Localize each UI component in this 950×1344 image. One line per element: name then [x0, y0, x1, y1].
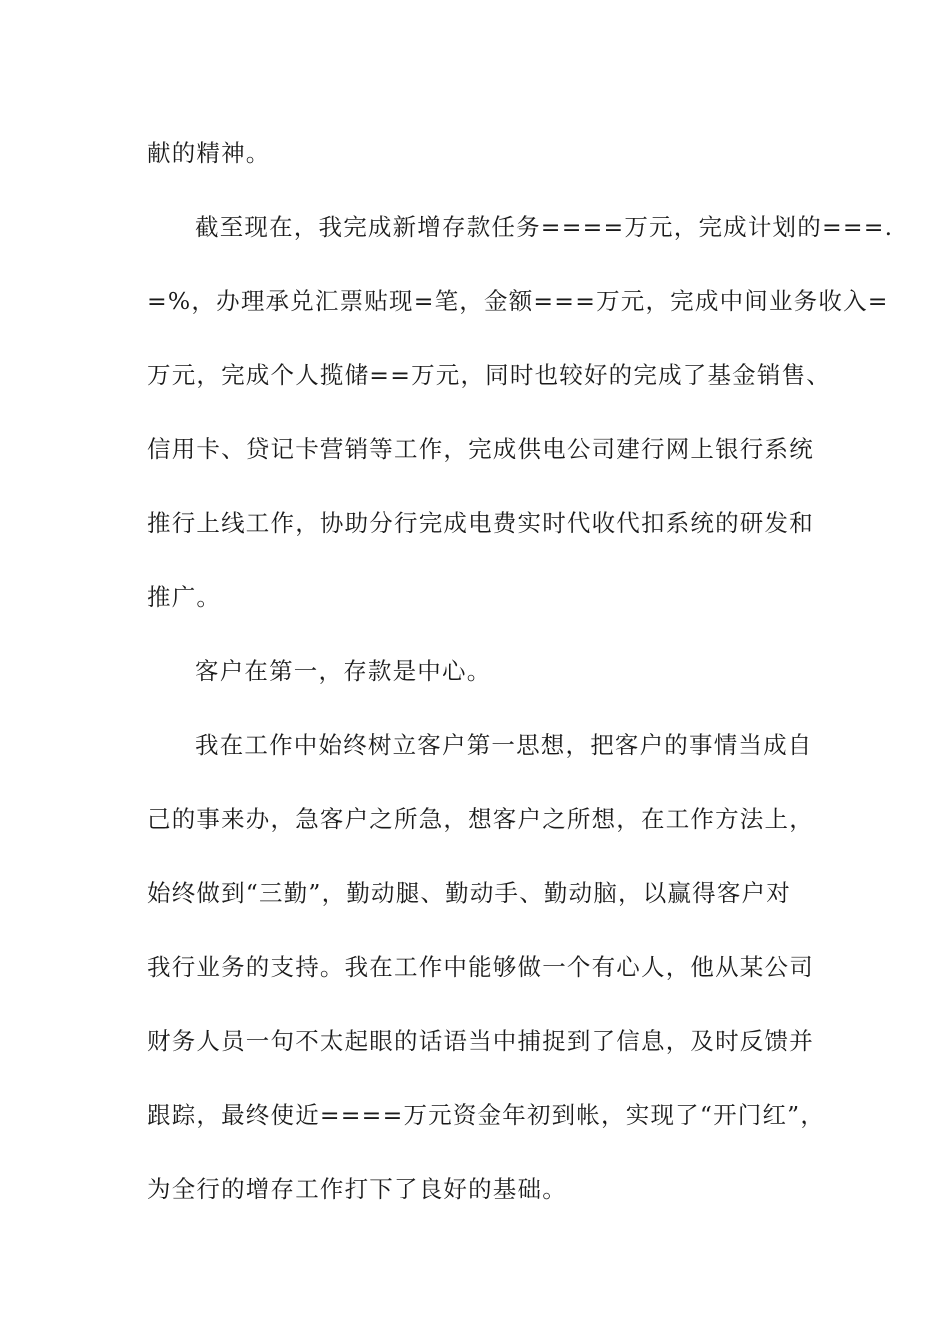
section-heading: 客户在第一，存款是中心。: [195, 657, 492, 685]
paragraph-line-6: 推行上线工作，协助分行完成电费实时代收代扣系统的研发和: [147, 509, 814, 537]
paragraph-line-12: 我行业务的支持。我在工作中能够做一个有心人，他从某公司: [147, 953, 814, 981]
paragraph-line-5: 信用卡、贷记卡营销等工作，完成供电公司建行网上银行系统: [147, 435, 814, 463]
paragraph-line-13: 财务人员一句不太起眼的话语当中捕捉到了信息，及时反馈并: [147, 1027, 814, 1055]
paragraph-line-1: 献的精神。: [147, 139, 271, 167]
paragraph-line-11: 始终做到“三勤”，勤动腿、勤动手、勤动脑，以赢得客户对: [147, 879, 791, 907]
paragraph-line-7: 推广。: [147, 583, 222, 611]
paragraph-line-2: 截至现在，我完成新增存款任务====万元，完成计划的===.: [195, 213, 894, 241]
paragraph-line-15: 为全行的增存工作打下了良好的基础。: [147, 1175, 567, 1203]
paragraph-line-9: 我在工作中始终树立客户第一思想，把客户的事情当成自: [195, 731, 813, 759]
paragraph-line-14: 跟踪，最终使近====万元资金年初到帐，实现了“开门红”，: [147, 1101, 826, 1129]
paragraph-line-3: =%，办理承兑汇票贴现=笔，金额===万元，完成中间业务收入=: [147, 287, 889, 315]
paragraph-line-4: 万元，完成个人揽储==万元，同时也较好的完成了基金销售、: [147, 361, 831, 389]
paragraph-line-10: 己的事来办，急客户之所急，想客户之所想，在工作方法上，: [147, 805, 814, 833]
